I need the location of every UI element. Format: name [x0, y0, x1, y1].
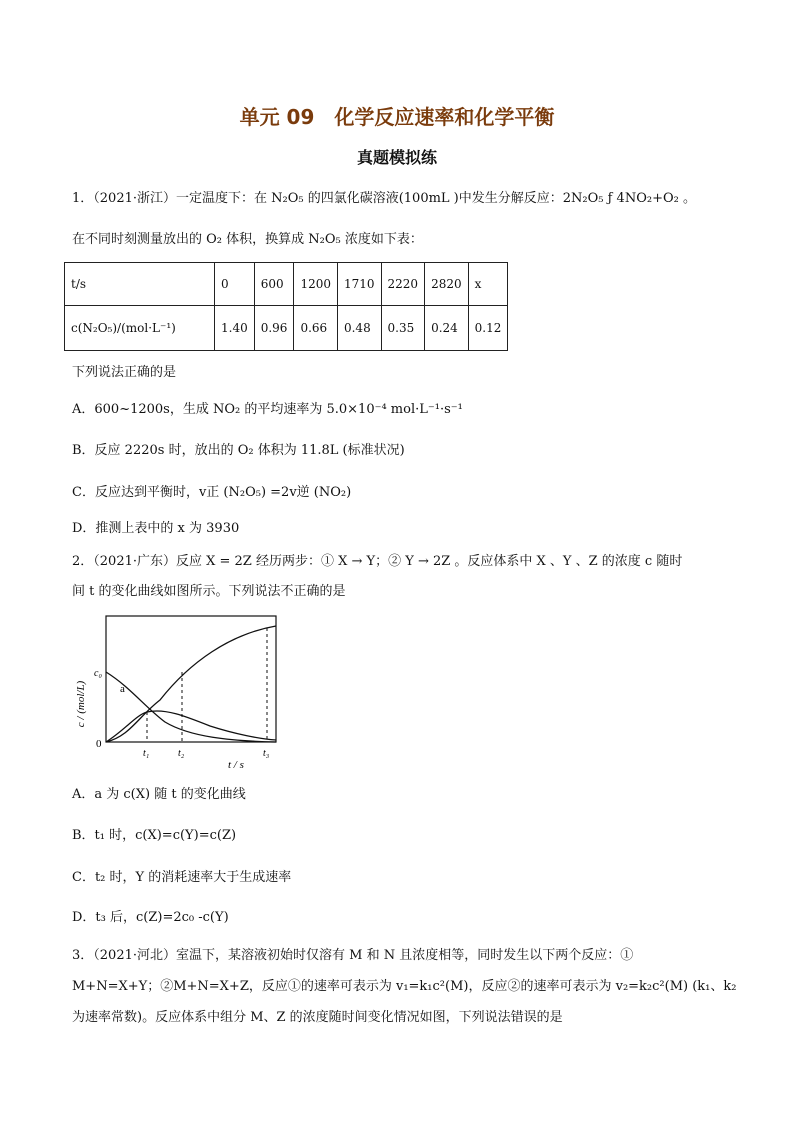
chart-curve-a-label: a	[120, 683, 125, 695]
q2-stem-line2: 间 t 的变化曲线如图所示。下列说法不正确的是	[72, 584, 346, 599]
q2-concentration-chart	[70, 612, 285, 772]
q1-option-b: B．反应 2220s 时，放出的 O₂ 体积为 11.8L (标准状况)	[72, 443, 405, 458]
table-cell: 0.35	[381, 306, 425, 351]
table-cell: 1710	[337, 263, 381, 306]
q2-option-b: B．t₁ 时，c(X)=c(Y)=c(Z)	[72, 828, 237, 843]
q1-table-intro: 在不同时刻测量放出的 O₂ 体积，换算成 N₂O₅ 浓度如下表：	[72, 232, 423, 247]
page-title: 单元 09 化学反应速率和化学平衡	[239, 105, 555, 129]
q1-option-d: D．推测上表中的 x 为 3930	[72, 521, 240, 536]
table-cell: 2220	[381, 263, 425, 306]
chart-tick-label: t₁	[143, 748, 150, 759]
table-cell: 0.66	[294, 306, 338, 351]
table-cell: 1.40	[215, 306, 255, 351]
q1-option-a: A．600~1200s，生成 NO₂ 的平均速率为 5.0×10⁻⁴ mol·L⁻¹·s⁻¹	[72, 402, 463, 417]
chart-xlabel: t / s	[228, 759, 244, 771]
q3-stem-line2: M+N=X+Y；②M+N=X+Z，反应①的速率可表示为 v₁=k₁c²(M)，反应②的速率可表示为 v₂=k₂c²(M) (k₁、k₂	[72, 979, 737, 994]
chart-ylabel: c / (mol/L)	[75, 680, 87, 728]
q2-option-a: A．a 为 c(X) 随 t 的变化曲线	[72, 787, 246, 802]
q2-stem-line1: 2．（2021·广东）反应 X = 2Z 经历两步：① X → Y；② Y → 2Z 。反应体系中 X 、Y 、Z 的浓度 c 随时	[72, 554, 683, 569]
table-header-conc: c(N₂O₅)/(mol·L⁻¹)	[65, 306, 215, 351]
q1-stem: 1．（2021·浙江）一定温度下：在 N₂O₅ 的四氯化碳溶液(100mL )中发生分解反应：2N₂O₅ ƒ 4NO₂+O₂ 。	[72, 191, 696, 206]
chart-c0-label: c₀	[94, 668, 102, 679]
chart-origin-label: 0	[96, 738, 102, 750]
chart-tick-label: t₃	[263, 748, 270, 759]
q3-stem-line1: 3．（2021·河北）室温下，某溶液初始时仅溶有 M 和 N 且浓度相等，同时发生以下两个反应：①	[72, 948, 634, 963]
table-cell: 0.24	[425, 306, 469, 351]
q1-data-table	[64, 262, 508, 351]
table-row	[65, 263, 508, 306]
table-row	[65, 306, 508, 351]
table-cell: 0.96	[254, 306, 294, 351]
q1-option-c: C．反应达到平衡时，v正 (N₂O₅) =2v逆 (NO₂)	[72, 485, 352, 500]
q1-prompt: 下列说法正确的是	[72, 365, 177, 380]
chart-curve-z	[106, 626, 276, 742]
table-cell: 0.12	[468, 306, 508, 351]
table-cell: 1200	[294, 263, 338, 306]
table-header-time: t/s	[65, 263, 215, 306]
table-cell: 0	[215, 263, 255, 306]
table-cell: 2820	[425, 263, 469, 306]
chart-frame	[106, 616, 276, 742]
page-subtitle: 真题模拟练	[356, 148, 437, 167]
chart-tick-label: t₂	[178, 748, 185, 759]
chart-curve-x	[106, 672, 276, 742]
table-cell: 0.48	[337, 306, 381, 351]
table-cell: x	[468, 263, 508, 306]
q3-stem-line3: 为速率常数)。反应体系中组分 M、Z 的浓度随时间变化情况如图，下列说法错误的是	[72, 1010, 563, 1025]
q2-option-c: C．t₂ 时，Y 的消耗速率大于生成速率	[72, 870, 292, 885]
table-cell: 600	[254, 263, 294, 306]
q2-option-d: D．t₃ 后，c(Z)=2c₀ -c(Y)	[72, 910, 229, 925]
